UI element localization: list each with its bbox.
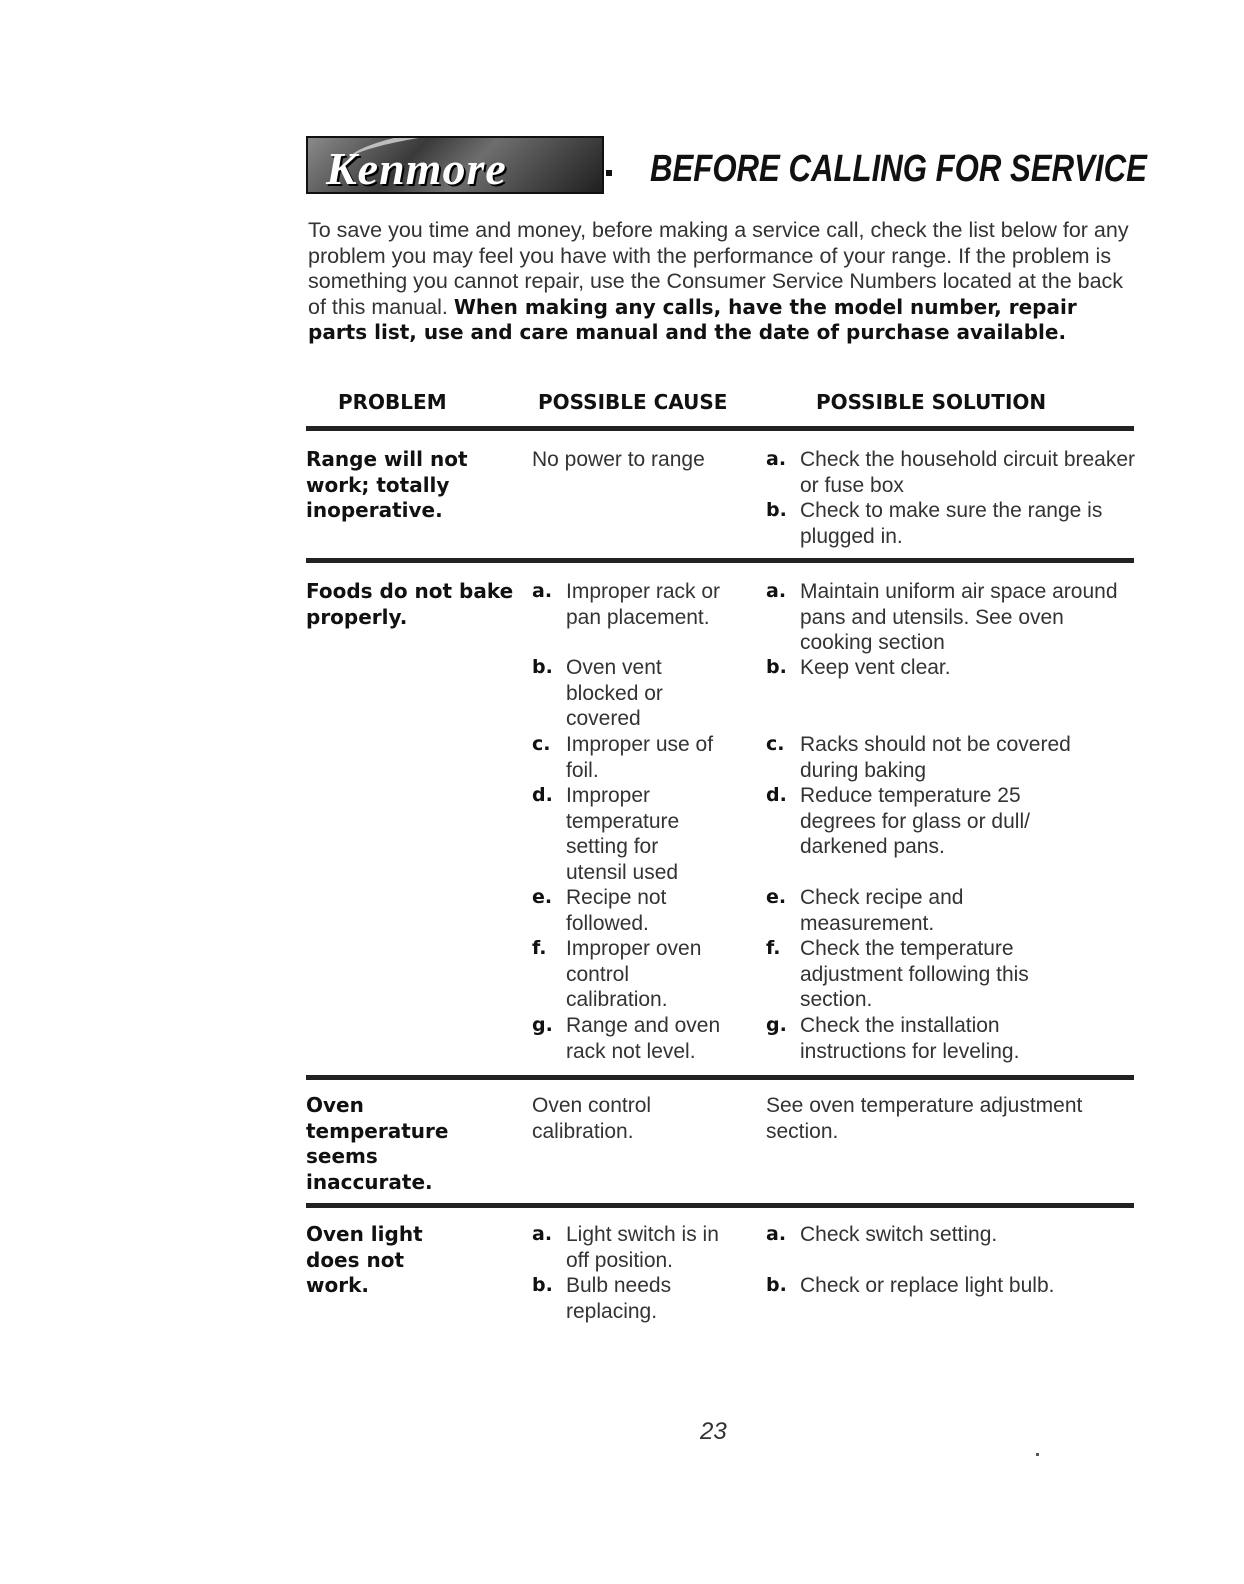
solution-item xyxy=(766,579,1146,656)
item-letter: g. xyxy=(532,1014,553,1036)
divider xyxy=(306,1075,1134,1080)
header xyxy=(306,136,1146,206)
item-letter: d. xyxy=(766,784,787,806)
page-title: BEFORE CALLING FOR SERVICE xyxy=(650,148,1147,190)
cause-item xyxy=(532,579,758,630)
solution-item xyxy=(766,498,1146,549)
solution-column xyxy=(766,1093,1146,1144)
item-letter: b. xyxy=(532,1274,553,1296)
item-letter: a. xyxy=(766,1223,787,1245)
solution-item xyxy=(766,936,1146,1013)
item-text: Check the installation instructions for leveling. xyxy=(800,1014,1020,1063)
item-text: Check to make sure the range is plugged in. xyxy=(800,499,1103,548)
item-text: Keep vent clear. xyxy=(800,656,951,679)
item-letter: a. xyxy=(766,448,787,470)
item-text: Check recipe and measurement. xyxy=(800,886,964,935)
item-letter: f. xyxy=(766,937,781,959)
column-header-cause: POSSIBLE CAUSE xyxy=(538,390,728,414)
item-text: Bulb needs replacing. xyxy=(566,1274,672,1323)
item-text: Maintain uniform air space around pans and utensils. See oven cooking section xyxy=(800,580,1118,654)
kenmore-logo xyxy=(306,136,604,194)
cause-item xyxy=(532,1013,758,1064)
solution-item xyxy=(766,1222,1146,1248)
item-text: Check the household circuit breaker or fuse box xyxy=(800,448,1136,497)
table-row xyxy=(306,579,1136,1071)
item-text: Recipe not followed. xyxy=(566,886,667,935)
item-text: Reduce temperature 25 degrees for glass or dull/ darkened pans. xyxy=(800,784,1030,858)
solution-item xyxy=(766,783,1146,860)
item-letter: c. xyxy=(766,733,785,755)
item-text: Improper oven control calibration. xyxy=(566,937,702,1011)
cause-item xyxy=(532,783,758,885)
solution-item xyxy=(766,1273,1146,1299)
item-letter: b. xyxy=(532,656,553,678)
item-letter: b. xyxy=(766,499,787,521)
item-letter: b. xyxy=(766,1274,787,1296)
item-text: Improper temperature setting for utensil used xyxy=(566,784,680,884)
item-letter: c. xyxy=(532,733,551,755)
intro-bold-text: When making any calls, have the model number, repair parts list, use and care manual and the date of purchase available. xyxy=(308,294,1077,344)
item-text: Range and oven rack not level. xyxy=(566,1014,721,1063)
column-header-solution: POSSIBLE SOLUTION xyxy=(816,390,1047,414)
problem-text: Oven light does not work. xyxy=(306,1222,423,1297)
item-letter: e. xyxy=(532,886,553,908)
item-letter: a. xyxy=(766,580,787,602)
column-headers xyxy=(308,390,1138,420)
solution-item xyxy=(766,885,1146,936)
logo-dot xyxy=(606,170,612,176)
table-row xyxy=(306,1093,1136,1197)
problem-text: Foods do not bake properly. xyxy=(306,579,514,629)
table-row xyxy=(306,1222,1136,1332)
item-letter: a. xyxy=(532,1223,553,1245)
solution-item xyxy=(766,1013,1146,1064)
item-letter: g. xyxy=(766,1014,787,1036)
cause-item xyxy=(532,655,758,732)
solution-item xyxy=(766,447,1146,498)
cause-item xyxy=(532,936,758,1013)
table-row xyxy=(306,447,1136,555)
item-text: Check or replace light bulb. xyxy=(800,1274,1055,1297)
cause-column xyxy=(532,1093,758,1144)
scan-speck xyxy=(1036,1453,1039,1456)
solution-text: See oven temperature adjustment section. xyxy=(766,1094,1083,1143)
item-letter: b. xyxy=(766,656,787,678)
divider xyxy=(306,426,1134,431)
item-letter: a. xyxy=(532,580,553,602)
cause-item xyxy=(532,885,758,936)
item-letter: e. xyxy=(766,886,787,908)
problem-text: Oven temperature seems inaccurate. xyxy=(306,1093,449,1194)
solution-item xyxy=(766,732,1146,783)
problem-text: Range will not work; totally inoperative. xyxy=(306,447,468,522)
divider xyxy=(306,558,1134,563)
column-header-problem: PROBLEM xyxy=(338,390,447,414)
cause-item xyxy=(532,1222,758,1273)
item-letter: d. xyxy=(532,784,553,806)
item-text: Check switch setting. xyxy=(800,1223,998,1246)
cause-item xyxy=(532,1273,758,1324)
cause-item xyxy=(532,732,758,783)
cause-text: Oven control calibration. xyxy=(532,1094,652,1143)
intro-text: To save you time and money, before making a service call, check the list below for any problem you may feel you have with the performance of your range. If the problem is something you cannot repair, use the Consumer Service Numbers located at the back of this manual. xyxy=(308,218,1129,319)
item-text: Check the temperature adjustment following this section. xyxy=(800,937,1029,1011)
item-text: Improper use of foil. xyxy=(566,733,714,782)
item-text: Racks should not be covered during baking xyxy=(800,733,1071,782)
cause-text: No power to range xyxy=(532,448,705,471)
logo-text: Kenmore xyxy=(326,143,507,194)
cause-column xyxy=(532,447,758,473)
item-letter: f. xyxy=(532,937,547,959)
item-text: Light switch is in off position. xyxy=(566,1223,719,1272)
divider xyxy=(306,1203,1134,1208)
intro-paragraph xyxy=(308,218,1138,346)
item-text: Oven vent blocked or covered xyxy=(566,656,663,730)
item-text: Improper rack or pan placement. xyxy=(566,580,721,629)
page-number: 23 xyxy=(700,1418,727,1445)
solution-item xyxy=(766,655,1146,681)
